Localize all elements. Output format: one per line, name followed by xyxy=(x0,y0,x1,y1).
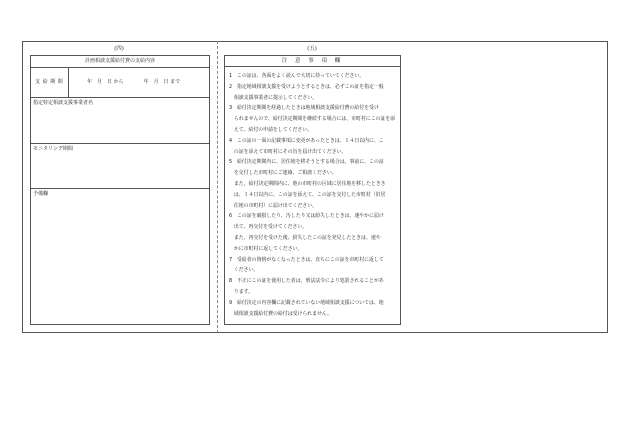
notice-line: 1 この証は、各面をよく読んで大切に持っていてください。 xyxy=(229,73,365,79)
notice-line: 7 受給者の資格がなくなったときは、直ちにこの証を市町村に返して xyxy=(229,256,384,263)
notice-line: 2 指定地域相談支援を受けようとするときは、必ずこの証を指定一般 xyxy=(229,83,384,90)
notice-line: 5 給付決定期間内に、居住地を移そうとする場合は、事前に、この証 xyxy=(229,159,384,166)
notice-line: られませんので、給付決定期間を継続する場合には、市町村にこの証を添 xyxy=(229,116,396,123)
period-label: 支 給 期 間 xyxy=(35,79,64,85)
notice-line: 6 この証を破損したり、汚したり又は紛失したときは、速やかに届け xyxy=(229,213,384,220)
period-value: 年 月 日 から 年 月 日 まで xyxy=(87,79,181,85)
notice-line: かに市町村に返してください。 xyxy=(229,245,303,252)
notes-label: 予備欄 xyxy=(33,191,49,197)
right-panel-label: (五) xyxy=(307,46,317,52)
notice-line: 出て、再交付を受けてください。 xyxy=(229,224,308,231)
notice-line: えて、給付の申請をしてください。 xyxy=(229,126,313,133)
left-panel-label: (四) xyxy=(114,46,124,52)
period-row xyxy=(31,68,209,98)
monitoring-row xyxy=(31,144,209,189)
provider-row xyxy=(31,98,209,144)
notice-line: を交付した市町村にご連絡、ご相談ください。 xyxy=(229,170,337,177)
notice-line: また、再交付を受けた後、紛失したこの証を発見したときは、速や xyxy=(229,234,381,241)
notice-line: 3 給付決定期間を経過したときは地域相談支援給付費の給付を受け xyxy=(229,105,379,112)
notice-line: 相談支援事業者に提示してください。 xyxy=(229,94,318,101)
left-title-row xyxy=(31,56,209,68)
notice-line: の証を添えて市町村にその旨を届け出てください。 xyxy=(229,148,347,155)
notice-line: 8 不正にこの証を使用した者は、刑法法令により処罰されることがあ xyxy=(229,278,384,285)
notice-line: 4 この証の一面の記載事項に変更があったときは、１４日以内に、こ xyxy=(229,137,384,144)
period-divider xyxy=(68,68,69,97)
notice-line: は、１４日以内に、この証を添えて、この証を交付した市町村（旧居 xyxy=(229,191,386,198)
right-panel xyxy=(224,55,401,325)
notice-line: 域相談支援給付費の給付は受けられません。 xyxy=(229,310,332,317)
notice-line: 9 給付決定の内容欄に記載されていない地域相談支援については、地 xyxy=(229,299,384,306)
notes-row xyxy=(31,189,209,324)
right-panel-title: 注 意 事 項 欄 xyxy=(225,56,400,67)
fold-line xyxy=(217,41,218,333)
notice-line: ります。 xyxy=(229,288,254,295)
notes-list xyxy=(229,71,398,319)
left-panel xyxy=(30,55,210,325)
notice-line: また、給付決定期間内に、他の市町村の区域に居住地を移したときき xyxy=(229,180,386,187)
provider-label: 指定特定相談支援事業者名 xyxy=(33,100,94,106)
left-panel-title: 計画相談支援給付費の支給内容 xyxy=(84,58,155,64)
monitoring-label: モニタリング期間 xyxy=(33,146,73,152)
notice-line: 住地の市町村）に届け出てください。 xyxy=(229,202,318,209)
notice-line: ください。 xyxy=(229,267,259,274)
